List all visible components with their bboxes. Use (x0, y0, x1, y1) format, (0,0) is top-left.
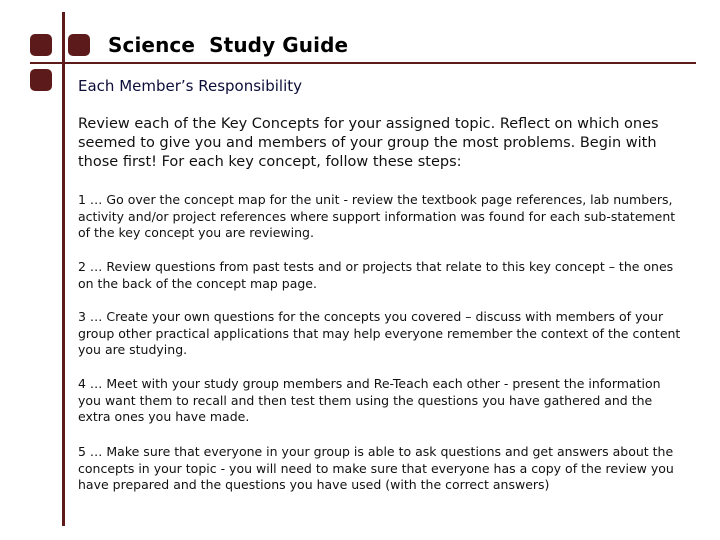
intro-paragraph: Review each of the Key Concepts for your assigned topic. Reflect on which ones seemed to give you and members of your group the most problems. Begin with those first! For each key concept, follow these steps: (78, 116, 659, 170)
decorative-square-top-left (30, 34, 52, 56)
step-3: 3 … Create your own questions for the concepts you covered – discuss with members of your group other practical applications that may help everyone remember the context of the content you are studying. (78, 309, 681, 357)
page-title: Science Study Guide (108, 33, 349, 57)
vertical-rule (62, 12, 65, 526)
decorative-square-bottom-left (30, 69, 52, 91)
step-5: 5 … Make sure that everyone in your group is able to ask questions and get answers about the concepts in your topic - you will need to make sure that everyone has a copy of the review you have prepared and the questions you have used (with the correct answers) (78, 444, 674, 492)
step-2: 2 … Review questions from past tests and or projects that relate to this key concept – the ones on the back of the concept map page. (78, 259, 674, 291)
section-subtitle: Each Member’s Responsibility (78, 77, 303, 95)
step-1: 1 … Go over the concept map for the unit - review the textbook page references, lab numbers, activity and/or project references where support information was found for each sub-statement of the key concept you are reviewing. (78, 192, 676, 240)
decorative-square-top-right (68, 34, 90, 56)
step-4: 4 … Meet with your study group members and Re-Teach each other - present the information you want them to recall and then test them using the questions you have gathered and the extra ones you have made. (78, 376, 661, 424)
horizontal-rule (30, 62, 696, 64)
